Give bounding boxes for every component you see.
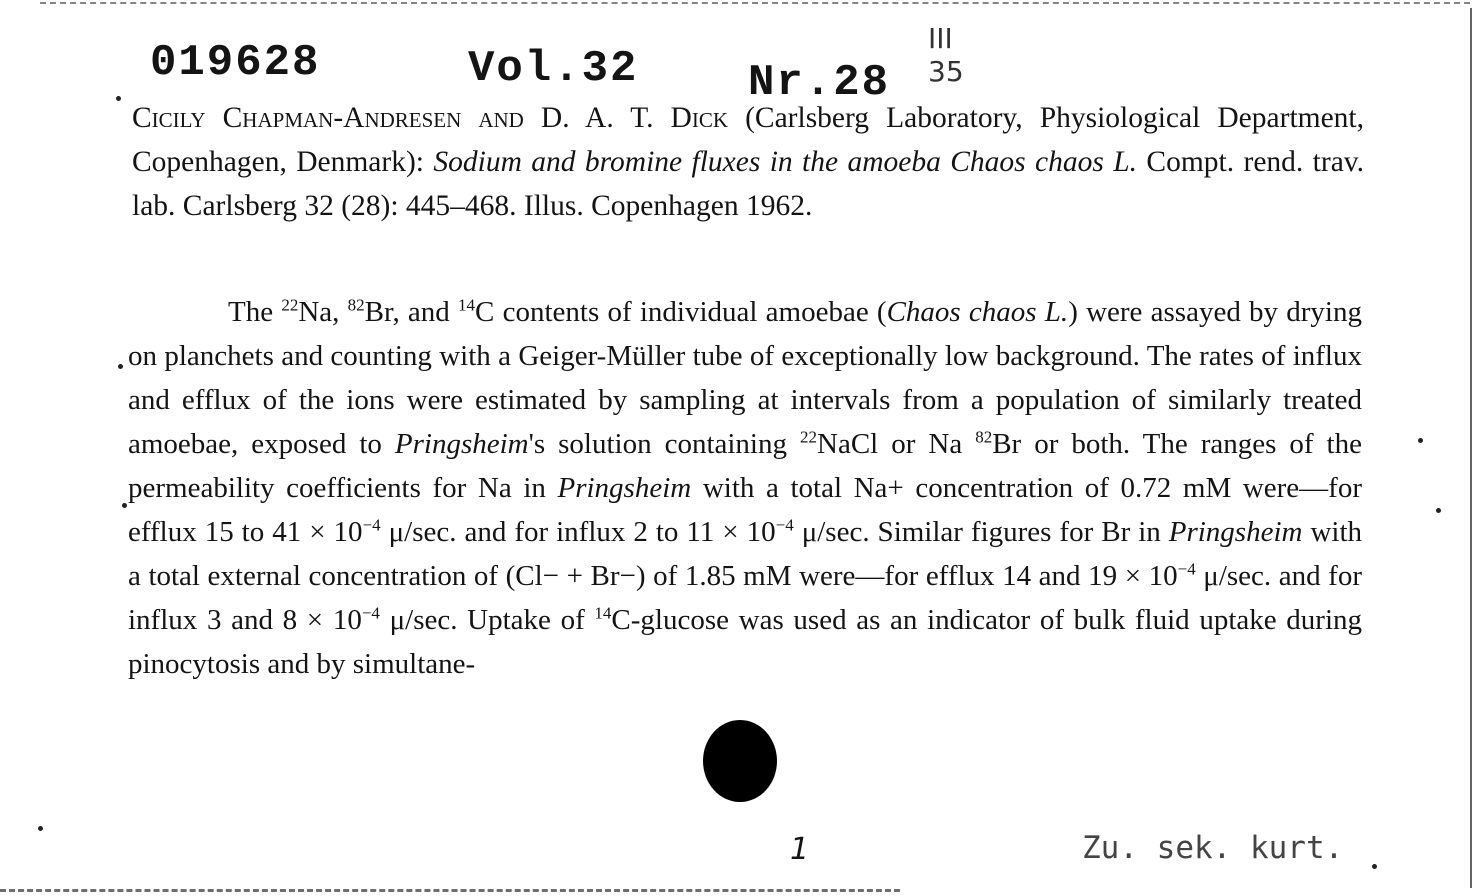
volume-label: Vol.32 xyxy=(468,44,639,94)
citation-authors: Cicily Chapman-Andresen and D. A. T. Dick xyxy=(132,102,728,134)
species-name: Chaos chaos L. xyxy=(886,296,1069,328)
citation-source: Compt. rend. trav. lab. Carlsberg 32 (28): 445–468. Illus. Copenhagen 1962. xyxy=(132,146,1364,222)
page-mark: 1 xyxy=(790,832,810,867)
speck xyxy=(1436,508,1441,513)
speck xyxy=(122,503,127,508)
ink-blot xyxy=(703,720,777,802)
catalog-number: 019628 xyxy=(150,38,321,88)
card-right-edge xyxy=(1470,8,1472,888)
speck xyxy=(118,364,123,369)
citation-affiliation: (Carlsberg Laboratory, Physiological Department, Copenhagen, Denmark): xyxy=(132,102,1365,178)
citation xyxy=(132,96,1364,228)
citation-title: Sodium and bromine fluxes in the amoeba Chaos chaos L. xyxy=(433,146,1138,178)
card-bottom-edge xyxy=(0,889,900,892)
speck xyxy=(1418,438,1423,443)
handwritten-note: III 35 xyxy=(928,22,964,88)
speck xyxy=(116,96,121,101)
footer-stamp: Zu. sek. kurt. xyxy=(1082,830,1344,866)
issue-number: Nr.28 xyxy=(748,58,891,108)
card-top-edge xyxy=(40,2,1470,4)
speck xyxy=(1372,864,1377,869)
speck xyxy=(38,826,43,831)
abstract-text: The $^{22}$Na, $^{82}$Br, and $^{14}$C contents of individual amoebae (Chaos chaos L.) were assayed by drying on planchets and counting with a Geiger-Müller tube of exceptionally low background. The rates of influx and efflux of the ions were estimated by sampling at intervals from a population of similarly treated amoebae, exposed to Pringsheim's solution containing $^{22}$NaCl or Na $^{82}$Br or both. The ranges of the permeability coefficients for Na in Pringsheim with a total Na+ concentration of 0.72 mM were—for efflux 15 to $41 \times 10^{-4}$ μ/sec. and for influx 2 to $11 \times 10^{-4}$ μ/sec. Similar figures for Br in Pringsheim with a total external concentration of (Cl− + Br−) of 1.85 mM were—for efflux 14 and $19 \times 10^{-4}$ μ/sec. and for influx 3 and $8 \times 10^{-4}$ μ/sec. Uptake of $^{14}$C-glucose was used as an indicator of bulk fluid uptake during pinocytosis and by simultane- xyxy=(128,295,1363,680)
